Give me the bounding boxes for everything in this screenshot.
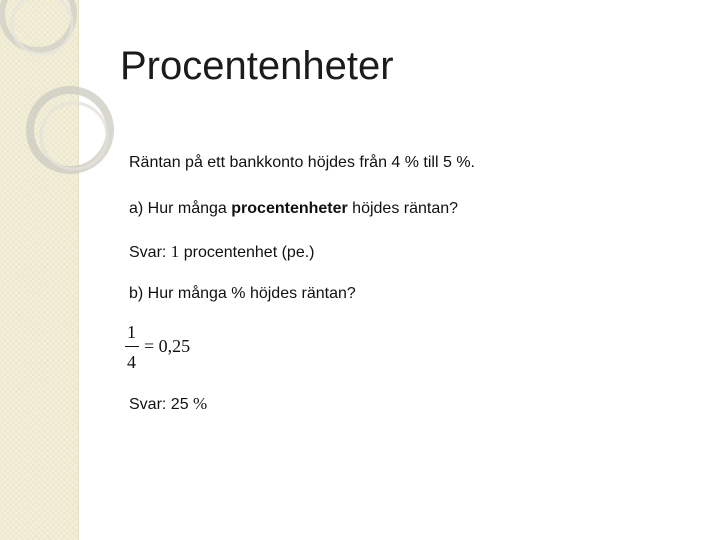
- fraction-result: = 0,25: [144, 336, 191, 356]
- fraction-numerator: 1: [127, 322, 136, 342]
- question-a-suffix: höjdes räntan?: [347, 200, 459, 217]
- slide-title: Procentenheter: [120, 44, 394, 88]
- answer-b: [129, 394, 207, 414]
- answer-a-number: 1: [170, 242, 180, 261]
- question-a-prefix: a) Hur många: [129, 200, 232, 217]
- answer-a-suffix: procentenhet (pe.): [179, 244, 315, 261]
- fraction-denominator: 4: [127, 352, 136, 372]
- intro-text: Räntan på ett bankkonto höjdes från 4 % till 5 %.: [129, 154, 475, 171]
- answer-b-unit: %: [193, 394, 208, 413]
- question-a: [129, 200, 458, 218]
- answer-b-prefix: Svar: 25: [129, 396, 194, 413]
- question-a-emphasis: procentenheter: [231, 200, 348, 217]
- question-b: b) Hur många % höjdes räntan?: [129, 285, 356, 302]
- fraction-bar: [125, 346, 139, 347]
- answer-a-prefix: Svar:: [129, 244, 171, 261]
- answer-a: [129, 242, 315, 262]
